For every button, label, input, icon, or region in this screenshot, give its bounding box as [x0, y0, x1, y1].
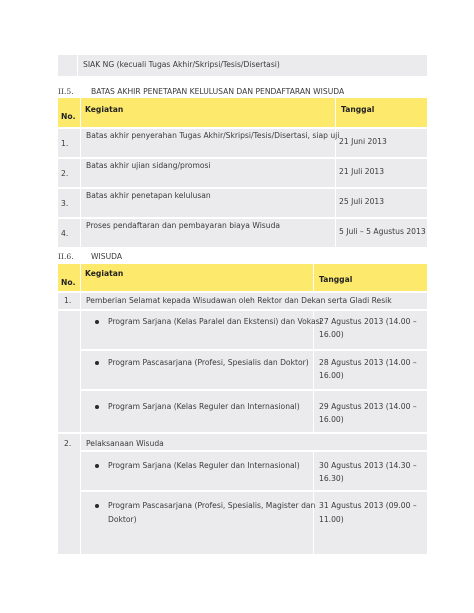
bullet-icon	[95, 405, 99, 409]
row-kegiatan: Batas akhir ujian sidang/promosi	[86, 161, 211, 170]
list-item-cont: Doktor)	[108, 515, 137, 524]
row-no: 4.	[61, 229, 69, 238]
table-ii6	[58, 264, 427, 554]
header-kegiatan: Kegiatan	[85, 269, 124, 278]
group-title: Pelaksanaan Wisuda	[86, 439, 164, 448]
list-item: Program Pascasarjana (Profesi, Spesialis, Magister dan	[108, 501, 316, 510]
header-tanggal: Tanggal	[319, 275, 353, 284]
item-date: 31 Agustus 2013 (09.00 –	[319, 501, 417, 510]
header-no: No.	[61, 112, 76, 121]
item-date: 28 Agustus 2013 (14.00 –	[319, 358, 417, 367]
item-date: 29 Agustus 2013 (14.00 –	[319, 402, 417, 411]
row-no: 1.	[61, 139, 69, 148]
section-ii6-number: II.6.	[58, 252, 74, 261]
item-date: 27 Agustus 2013 (14.00 –	[319, 317, 417, 326]
item-date-cont: 16.30)	[319, 474, 344, 483]
item-date: 30 Agustus 2013 (14.30 –	[319, 461, 417, 470]
row-kegiatan: Batas akhir penetapan kelulusan	[86, 191, 211, 200]
row-tanggal: 25 Juli 2013	[339, 197, 385, 206]
row-tanggal: 5 Juli – 5 Agustus 2013	[339, 227, 426, 236]
list-item: Program Pascasarjana (Profesi, Spesialis dan Doktor)	[108, 358, 309, 367]
bullet-icon	[95, 361, 99, 365]
section-ii6-title: WISUDA	[91, 252, 123, 261]
group-title: Pemberian Selamat kepada Wisudawan oleh Rektor dan Dekan serta Gladi Resik	[86, 296, 392, 305]
group-no: 1.	[64, 296, 72, 305]
item-date-cont: 16.00)	[319, 371, 344, 380]
table-ii5	[58, 98, 427, 247]
row-tanggal: 21 Juni 2013	[339, 137, 387, 146]
header-no: No.	[61, 278, 76, 287]
group-no: 2.	[64, 439, 72, 448]
header-kegiatan: Kegiatan	[85, 105, 124, 114]
list-item: Program Sarjana (Kelas Reguler dan Internasional)	[108, 402, 300, 411]
section-ii5-title: BATAS AKHIR PENETAPAN KELULUSAN DAN PENDAFTARAN WISUDA	[91, 87, 345, 96]
bullet-icon	[95, 320, 99, 324]
row-kegiatan: Proses pendaftaran dan pembayaran biaya Wisuda	[86, 221, 281, 230]
row-kegiatan: Batas akhir penyerahan Tugas Akhir/Skripsi/Tesis/Disertasi, siap uji	[86, 131, 340, 140]
item-date-cont: 11.00)	[319, 515, 344, 524]
row-no: 2.	[61, 169, 69, 178]
item-date-cont: 16.00)	[319, 330, 344, 339]
top-row	[58, 55, 427, 76]
list-item: Program Sarjana (Kelas Reguler dan Internasional)	[108, 461, 300, 470]
bullet-icon	[95, 464, 99, 468]
section-ii5-number: II.5.	[58, 87, 74, 96]
row-no: 3.	[61, 199, 69, 208]
row-tanggal: 21 Juli 2013	[339, 167, 385, 176]
list-item: Program Sarjana (Kelas Paralel dan Ekstensi) dan Vokasi	[108, 317, 322, 326]
top-row-text: SIAK NG (kecuali Tugas Akhir/Skripsi/Tesis/Disertasi)	[83, 60, 280, 69]
bullet-icon	[95, 504, 99, 508]
header-tanggal: Tanggal	[341, 105, 375, 114]
item-date-cont: 16.00)	[319, 415, 344, 424]
